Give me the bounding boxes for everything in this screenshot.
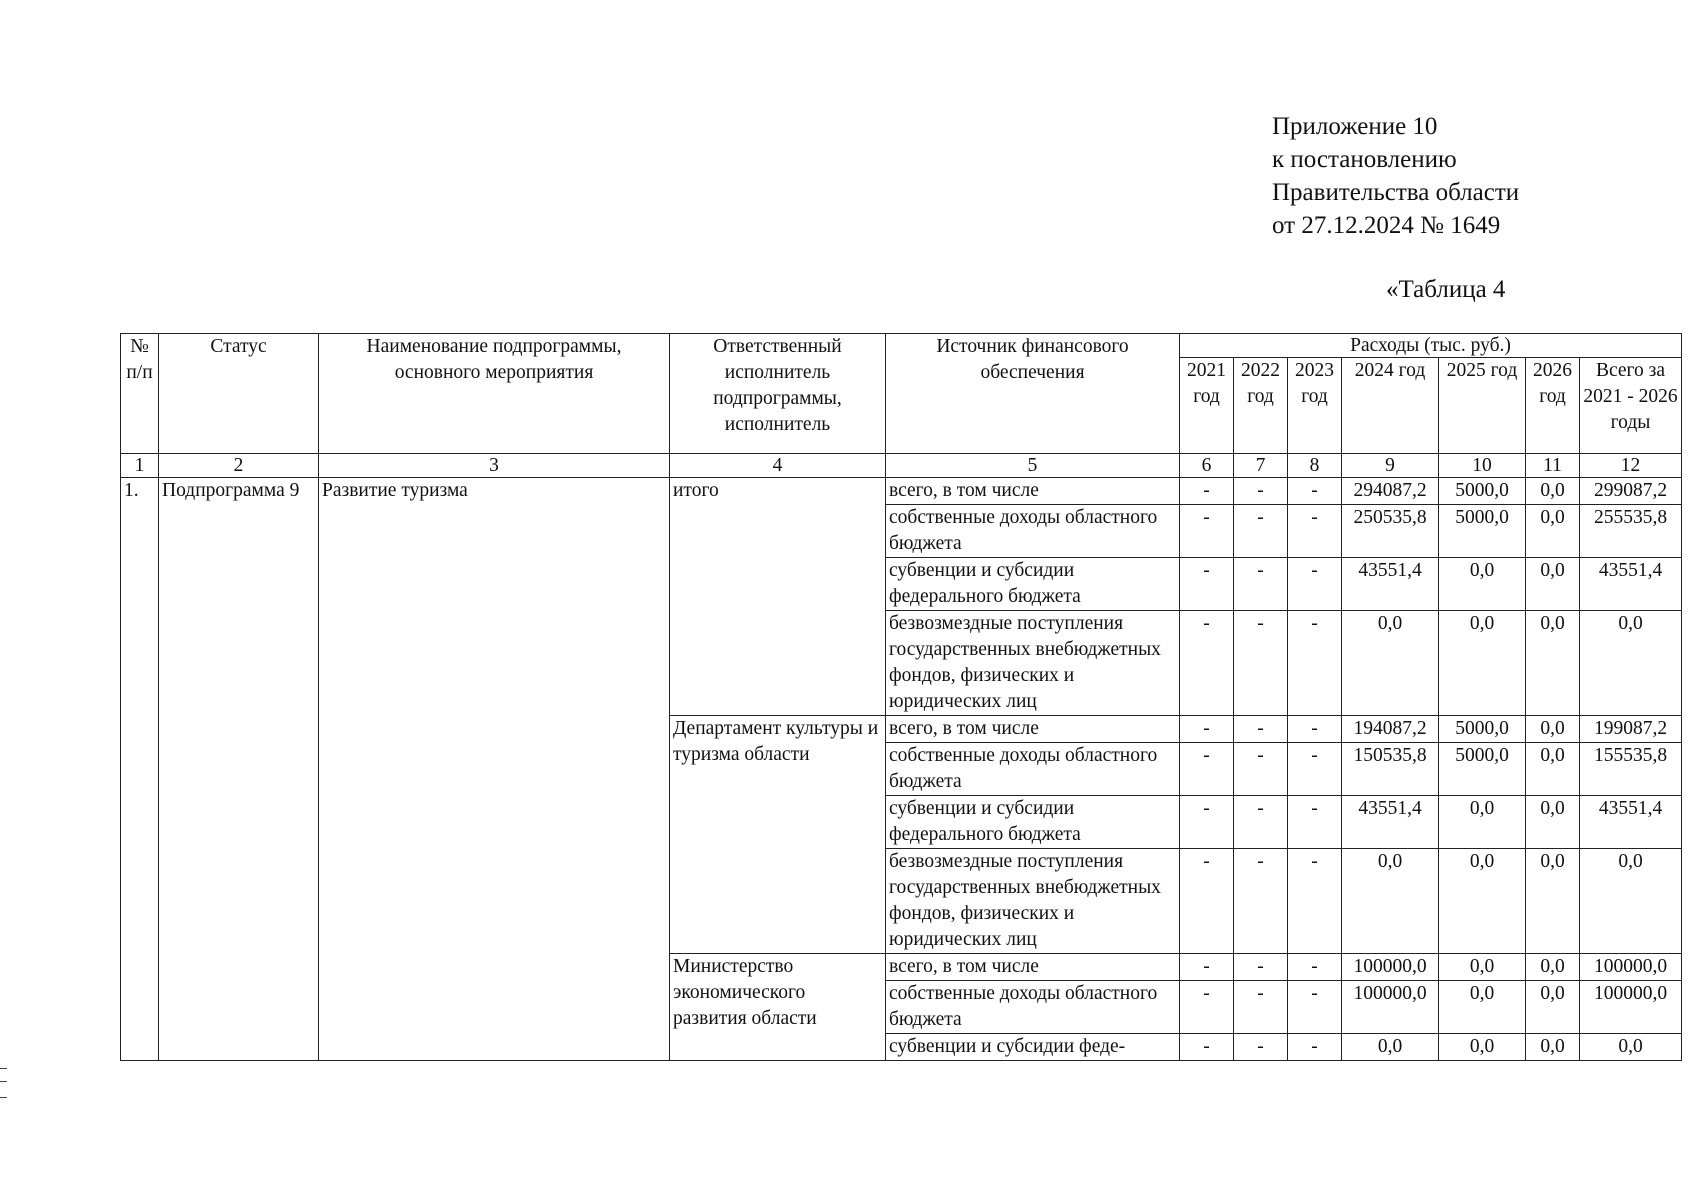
value-2024-cell: 100000,0 — [1342, 981, 1439, 1034]
value-total-cell: 0,0 — [1580, 611, 1682, 716]
value-2024-cell: 0,0 — [1342, 849, 1439, 954]
value-2021-cell: - — [1180, 478, 1234, 505]
value-2022-cell: - — [1234, 796, 1288, 849]
value-2025-cell: 5000,0 — [1439, 743, 1526, 796]
value-2026-cell: 0,0 — [1526, 981, 1580, 1034]
value-2021-cell: - — [1180, 849, 1234, 954]
column-number: 11 — [1526, 454, 1580, 478]
header-row — [121, 334, 1682, 358]
value-2021-cell: - — [1180, 505, 1234, 558]
page-edge-mark — [0, 1068, 7, 1098]
header-num: № п/п — [121, 334, 159, 454]
funding-source-cell: собственные доходы областного бюджета — [886, 505, 1180, 558]
appendix-block — [1272, 110, 1519, 242]
header-year-2023: 2023 год — [1288, 358, 1342, 454]
value-2026-cell: 0,0 — [1526, 954, 1580, 981]
value-total-cell: 255535,8 — [1580, 505, 1682, 558]
value-2023-cell: - — [1288, 796, 1342, 849]
value-total-cell: 43551,4 — [1580, 558, 1682, 611]
funding-source-cell: собственные доходы областного бюджета — [886, 981, 1180, 1034]
program-status-cell: Подпрограмма 9 — [159, 478, 319, 1061]
value-2024-cell: 194087,2 — [1342, 716, 1439, 743]
budget-table — [120, 333, 1682, 1061]
header-status: Статус — [159, 334, 319, 454]
value-2022-cell: - — [1234, 611, 1288, 716]
value-total-cell: 43551,4 — [1580, 796, 1682, 849]
value-2025-cell: 5000,0 — [1439, 505, 1526, 558]
value-2023-cell: - — [1288, 849, 1342, 954]
value-2022-cell: - — [1234, 558, 1288, 611]
column-number: 5 — [886, 454, 1180, 478]
funding-source-cell: безвозмездные поступления государственных внебюджетных фондов, физических и юридических лиц — [886, 611, 1180, 716]
value-total-cell: 0,0 — [1580, 849, 1682, 954]
value-2026-cell: 0,0 — [1526, 743, 1580, 796]
executor-cell: Департамент культуры и туризма области — [670, 716, 886, 954]
value-2023-cell: - — [1288, 505, 1342, 558]
column-number: 8 — [1288, 454, 1342, 478]
value-2025-cell: 0,0 — [1439, 611, 1526, 716]
value-2021-cell: - — [1180, 743, 1234, 796]
header-year-2022: 2022 год — [1234, 358, 1288, 454]
value-2026-cell: 0,0 — [1526, 478, 1580, 505]
value-2022-cell: - — [1234, 1034, 1288, 1061]
funding-source-cell: всего, в том числе — [886, 478, 1180, 505]
value-2022-cell: - — [1234, 716, 1288, 743]
header-executor: Ответственный исполнитель подпрограммы, исполнитель — [670, 334, 886, 454]
value-2025-cell: 5000,0 — [1439, 478, 1526, 505]
value-2021-cell: - — [1180, 611, 1234, 716]
value-2023-cell: - — [1288, 954, 1342, 981]
value-2025-cell: 0,0 — [1439, 954, 1526, 981]
header-source: Источник финансового обеспечения — [886, 334, 1180, 454]
value-2024-cell: 0,0 — [1342, 611, 1439, 716]
header-total: Всего за 2021 - 2026 годы — [1580, 358, 1682, 454]
value-2025-cell: 5000,0 — [1439, 716, 1526, 743]
value-2022-cell: - — [1234, 505, 1288, 558]
value-2021-cell: - — [1180, 981, 1234, 1034]
value-2021-cell: - — [1180, 558, 1234, 611]
appendix-line: к постановлению — [1272, 146, 1457, 173]
value-2024-cell: 0,0 — [1342, 1034, 1439, 1061]
value-total-cell: 0,0 — [1580, 1034, 1682, 1061]
value-total-cell: 199087,2 — [1580, 716, 1682, 743]
header-expenses: Расходы (тыс. руб.) — [1180, 334, 1682, 358]
appendix-line: Правительства области — [1272, 179, 1520, 206]
funding-source-cell: всего, в том числе — [886, 954, 1180, 981]
value-2021-cell: - — [1180, 716, 1234, 743]
column-number: 10 — [1439, 454, 1526, 478]
value-total-cell: 100000,0 — [1580, 954, 1682, 981]
value-2026-cell: 0,0 — [1526, 505, 1580, 558]
value-2026-cell: 0,0 — [1526, 558, 1580, 611]
value-2023-cell: - — [1288, 478, 1342, 505]
header-year-2024: 2024 год — [1342, 358, 1439, 454]
column-number: 4 — [670, 454, 886, 478]
value-2024-cell: 43551,4 — [1342, 796, 1439, 849]
header-name: Наименование подпрограммы, основного мероприятия — [319, 334, 670, 454]
column-numbers-row — [121, 454, 1682, 478]
value-2023-cell: - — [1288, 743, 1342, 796]
value-total-cell: 155535,8 — [1580, 743, 1682, 796]
value-2023-cell: - — [1288, 611, 1342, 716]
program-name-cell: Развитие туризма — [319, 478, 670, 1061]
funding-source-cell: безвозмездные поступления государственных внебюджетных фондов, физических и юридических лиц — [886, 849, 1180, 954]
column-number: 1 — [121, 454, 159, 478]
funding-source-cell: субвенции и субсидии федерального бюджета — [886, 796, 1180, 849]
funding-source-cell: субвенции и субсидии феде- — [886, 1034, 1180, 1061]
column-number: 6 — [1180, 454, 1234, 478]
funding-source-cell: субвенции и субсидии федерального бюджета — [886, 558, 1180, 611]
value-2024-cell: 150535,8 — [1342, 743, 1439, 796]
value-total-cell: 100000,0 — [1580, 981, 1682, 1034]
value-2022-cell: - — [1234, 849, 1288, 954]
column-number: 9 — [1342, 454, 1439, 478]
value-2025-cell: 0,0 — [1439, 558, 1526, 611]
value-2023-cell: - — [1288, 1034, 1342, 1061]
value-2023-cell: - — [1288, 558, 1342, 611]
value-2024-cell: 250535,8 — [1342, 505, 1439, 558]
value-2022-cell: - — [1234, 478, 1288, 505]
value-2025-cell: 0,0 — [1439, 981, 1526, 1034]
value-2024-cell: 100000,0 — [1342, 954, 1439, 981]
value-2021-cell: - — [1180, 954, 1234, 981]
header-year-2026: 2026 год — [1526, 358, 1580, 454]
value-2025-cell: 0,0 — [1439, 796, 1526, 849]
value-2026-cell: 0,0 — [1526, 1034, 1580, 1061]
value-2026-cell: 0,0 — [1526, 796, 1580, 849]
value-total-cell: 299087,2 — [1580, 478, 1682, 505]
value-2024-cell: 294087,2 — [1342, 478, 1439, 505]
value-2026-cell: 0,0 — [1526, 849, 1580, 954]
value-2023-cell: - — [1288, 981, 1342, 1034]
value-2025-cell: 0,0 — [1439, 1034, 1526, 1061]
value-2022-cell: - — [1234, 743, 1288, 796]
value-2026-cell: 0,0 — [1526, 716, 1580, 743]
value-2024-cell: 43551,4 — [1342, 558, 1439, 611]
value-2021-cell: - — [1180, 1034, 1234, 1061]
table-caption: «Таблица 4 — [1386, 276, 1506, 303]
header-year-2025: 2025 год — [1439, 358, 1526, 454]
value-2025-cell: 0,0 — [1439, 849, 1526, 954]
executor-cell: Министерство экономического развития области — [670, 954, 886, 1061]
column-number: 12 — [1580, 454, 1682, 478]
column-number: 3 — [319, 454, 670, 478]
column-number: 2 — [159, 454, 319, 478]
value-2022-cell: - — [1234, 954, 1288, 981]
funding-source-cell: собственные доходы областного бюджета — [886, 743, 1180, 796]
column-number: 7 — [1234, 454, 1288, 478]
funding-source-cell: всего, в том числе — [886, 716, 1180, 743]
value-2026-cell: 0,0 — [1526, 611, 1580, 716]
header-year-2021: 2021 год — [1180, 358, 1234, 454]
appendix-line: Приложение 10 — [1272, 113, 1438, 140]
value-2021-cell: - — [1180, 796, 1234, 849]
executor-cell: итого — [670, 478, 886, 716]
program-num-cell: 1. — [121, 478, 159, 1061]
appendix-line: от 27.12.2024 № 1649 — [1272, 212, 1501, 239]
value-2023-cell: - — [1288, 716, 1342, 743]
value-2022-cell: - — [1234, 981, 1288, 1034]
table-row — [121, 478, 1682, 505]
